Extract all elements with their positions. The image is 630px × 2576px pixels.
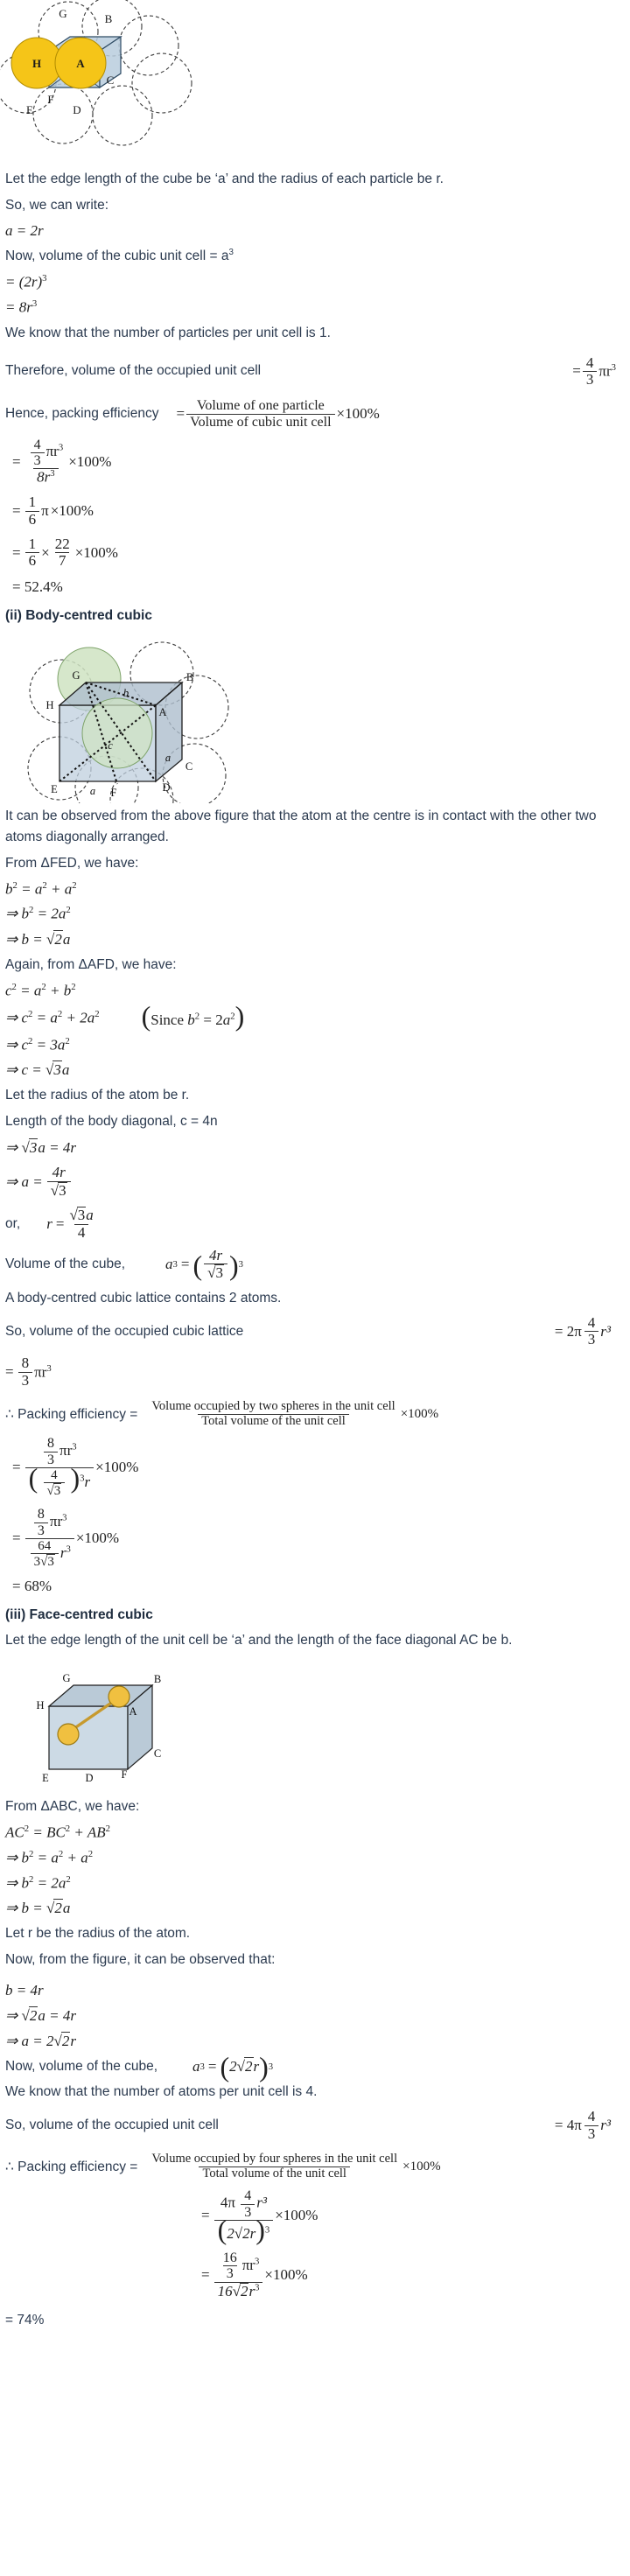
bcc-eq7: ⇒ c = √3a — [5, 1061, 70, 1079]
svg-text:C: C — [106, 74, 115, 87]
svg-text:D: D — [73, 103, 81, 116]
fcc-eq4: ⇒ b = √2a — [5, 1900, 71, 1917]
bcc-occupied-row — [0, 1312, 630, 1352]
bcc-packing-row — [0, 1393, 630, 1432]
fcc-eq2: ⇒ $b^2 = a^2 + a^2$ — [5, 1848, 94, 1866]
bcc-eq5-note: (Since $b^2 = 2a^2$) — [141, 999, 245, 1032]
bcc-eq2: ⇒ $b^2 = 2a^2$ — [5, 905, 71, 923]
fcc-calc2: = $\frac{16}{3}$ $\pi r^3$ $16√2r^3$ ×100% — [201, 2250, 308, 2300]
bcc-eq8: ⇒ √3a = 4r — [5, 1139, 76, 1157]
bcc-eq6: ⇒ $c^2 = 3a^2$ — [5, 1035, 70, 1054]
scc-intro: Let the edge length of the cube be ‘a’ and the radius of each particle be r. — [5, 172, 444, 186]
svg-text:C: C — [153, 1747, 162, 1760]
svg-text:H: H — [32, 57, 42, 70]
body-centred-cubic-figure — [0, 628, 630, 803]
bcc-calc1: = $\frac{8}{3}$ $\pi r^3$ ( $\frac{4}{√3}$ )$^3$r ×100% — [12, 1436, 139, 1499]
svg-text:G: G — [59, 7, 67, 20]
scc-so-write: So, we can write: — [5, 198, 109, 214]
svg-text:B: B — [153, 1673, 162, 1686]
svg-text:F: F — [121, 1768, 128, 1782]
fcc-packing-row — [0, 2146, 630, 2184]
bcc-occupied-value: = 2π $\frac{4}{3}$ r³ — [554, 1313, 611, 1348]
svg-text:H: H — [36, 1699, 45, 1712]
bcc-vol-cube-eq: a 3 = ( $\frac{4r}{√3}$ ) 3 — [165, 1246, 243, 1282]
svg-text:a: a — [164, 751, 172, 764]
svg-text:B: B — [104, 12, 113, 25]
bcc-eq11: = $\frac{8}{3}$ $\pi r^3$ — [5, 1354, 52, 1389]
fcc-eq7: ⇒ a = 2√2r — [5, 2033, 76, 2050]
scc-occupied-row — [0, 346, 630, 392]
fcc-result: = 74% — [5, 2313, 45, 2328]
fcc-packing-label: ∴ Packing efficiency = — [5, 2159, 138, 2174]
bcc-eq5: ⇒ $c^2 = a^2 + 2a^2$ (Since $b^2 = 2a^2$) — [5, 999, 245, 1032]
bcc-eq3: ⇒ b = √2a — [5, 931, 71, 948]
scc-particles-per-cell: We know that the number of particles per unit cell is 1. — [5, 325, 331, 340]
bcc-from-fed: From ΔFED, we have: — [5, 855, 139, 871]
bcc-eq1: $b^2 = a^2 + a^2$ — [5, 879, 77, 898]
bcc-heading: (ii) Body-centred cubic — [5, 607, 152, 623]
svg-text:E: E — [51, 782, 58, 795]
svg-text:F: F — [110, 786, 117, 799]
bcc-packing-formula: $\frac{\text{Volume occupied by two spheres in the unit cell}}{\text{Total volume of the unit cell}}$ ×100% — [151, 1399, 439, 1428]
scc-calc3: = $\frac{1}{6}$ × $\frac{22}{7}$ ×100% — [12, 536, 118, 570]
svg-text:A: A — [158, 705, 167, 718]
scc-packing-label: Hence, packing efficiency — [5, 406, 159, 422]
svg-text:c: c — [108, 738, 113, 752]
bcc-contains-line: A body-centred cubic lattice contains 2 atoms. — [5, 1290, 282, 1306]
svg-text:A: A — [76, 57, 85, 70]
svg-text:G: G — [72, 668, 80, 682]
svg-text:b: b — [122, 686, 130, 699]
bcc-or-label: or, — [5, 1215, 21, 1231]
fcc-atoms-line: We know that the number of atoms per unit cell is 4. — [5, 2084, 318, 2100]
svg-text:G: G — [62, 1672, 71, 1685]
fcc-eq6: ⇒ √2a = 4r — [5, 2007, 76, 2025]
fcc-eq3: ⇒ $b^2 = 2a^2$ — [5, 1873, 71, 1892]
svg-text:E: E — [42, 1772, 49, 1785]
scc-calc2: = $\frac{1}{6}$ π ×100% — [12, 494, 94, 528]
fcc-observe-line: Now, from the figure, it can be observed that: — [5, 1952, 276, 1968]
bcc-eq10: r = $\frac{√3a}{4}$ — [46, 1207, 94, 1241]
scc-calc1: = $\frac{4}{3}$ $\pi r^3$ $8r^3$ ×100% — [12, 437, 112, 486]
scc-result: = 52.4% — [12, 578, 63, 595]
fcc-heading: (iii) Face-centred cubic — [5, 1607, 153, 1623]
fcc-packing-formula: $\frac{\text{Volume occupied by four spheres in the unit cell}}{\text{Total volume of the unit cell}}$ ×100% — [151, 2151, 441, 2180]
svg-text:A: A — [129, 1705, 137, 1718]
fcc-vol-cube-row — [0, 2051, 630, 2083]
bcc-occupied-label: So, volume of the occupied cubic lattice — [5, 1323, 244, 1339]
svg-text:H: H — [46, 698, 54, 711]
scc-packing-formula: = $\frac{\text{Volume of one particle}}{\text{Volume of cubic unit cell}}$ ×100% — [176, 398, 380, 430]
simple-cubic-packing-figure — [0, 0, 630, 166]
bcc-from-afd: Again, from ΔAFD, we have: — [5, 957, 177, 973]
fcc-vol-cube-label: Now, volume of the cube, — [5, 2058, 158, 2074]
svg-text:C: C — [185, 760, 193, 773]
fcc-calc1: = 4π $\frac{4}{3}$ r³ $(2√2r)^3$ ×100% — [201, 2188, 318, 2245]
scc-step-2r3: = $(2r)^3$ — [5, 273, 47, 290]
bcc-vol-cube-label: Volume of the cube, — [5, 1256, 126, 1272]
svg-text:B: B — [186, 670, 194, 683]
bcc-vol-cube-row — [0, 1244, 630, 1285]
svg-text:a: a — [89, 784, 96, 797]
fcc-occupied-row — [0, 2105, 630, 2146]
scc-vol-label — [0, 243, 630, 270]
scc-occupied-value: = $\frac{4}{3}$ $\pi r^3$ — [572, 354, 616, 388]
fcc-radius-line: Let r be the radius of the atom. — [5, 1926, 191, 1942]
scc-occupied-label: Therefore, volume of the occupied unit cell — [5, 363, 262, 379]
bcc-result: = 68% — [12, 1578, 52, 1595]
bcc-eq4: $c^2 = a^2 + b^2$ — [5, 982, 76, 999]
fcc-occupied-label: So, volume of the occupied unit cell — [5, 2118, 219, 2133]
svg-text:F: F — [47, 93, 54, 106]
scc-vol-exp: 3 — [228, 248, 234, 258]
scc-step-8r3: = $8r^3$ — [5, 298, 38, 316]
fcc-occupied-value: = 4π $\frac{4}{3}$ r³ — [554, 2108, 611, 2142]
bcc-or-row — [0, 1203, 630, 1244]
bcc-observe: It can be observed from the above figure that the atom at the centre is in contact with the other two atoms diagonally arranged. — [5, 808, 597, 844]
bcc-packing-label: ∴ Packing efficiency = — [5, 1406, 138, 1422]
fcc-eq5: b = 4r — [5, 1982, 44, 1999]
bcc-calc2: = $\frac{8}{3}$ $\pi r^3$ $\frac{64}{3√3}$ $r^3$ ×100% — [12, 1507, 120, 1570]
bcc-radius-line: Let the radius of the atom be r. — [5, 1088, 190, 1103]
fcc-eq1: $AC^2 = BC^2 + AB^2$ — [5, 1824, 110, 1841]
svg-text:D: D — [85, 1772, 94, 1785]
scc-packing-row — [0, 391, 630, 433]
scc-eq-a-2r: a = 2r — [5, 222, 44, 240]
fcc-intro: Let the edge length of the unit cell be ‘a’ and the length of the face diagonal AC be b. — [5, 1633, 513, 1648]
face-centred-cubic-figure — [0, 1654, 630, 1794]
fcc-vol-cube-eq: a 3 = ( 2√2r ) 3 — [192, 2051, 274, 2083]
svg-text:D: D — [162, 780, 171, 794]
svg-text:E: E — [26, 103, 33, 116]
bcc-eq9: ⇒ a = $\frac{4r}{√3}$ — [0, 1160, 630, 1203]
bcc-diagonal-line: Length of the body diagonal, c = 4n — [5, 1114, 218, 1130]
scc-vol-text: Now, volume of the cubic unit cell = a — [5, 248, 229, 264]
fcc-from-abc: From ΔABC, we have: — [5, 1799, 140, 1815]
